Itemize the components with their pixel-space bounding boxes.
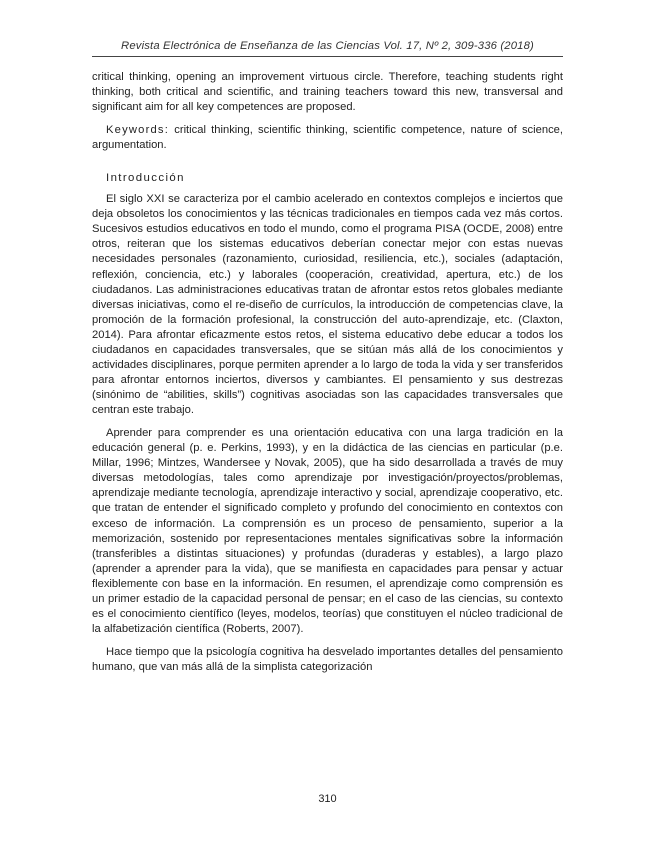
keywords-label: Keywords: xyxy=(106,123,170,136)
abstract-continuation: critical thinking, opening an improvement virtuous circle. Therefore, teaching students right thinking, both critical and scientific, and training teachers toward this new, transversal and significant aim for all key competences are proposed. xyxy=(92,71,563,114)
body-paragraph-1: El siglo XXI se caracteriza por el cambio acelerado en contextos complejos e inciertos que deja obsoletos los conocimientos y las técnicas tradicionales en tiempos cada vez más cortos. Sucesivos estudios educativos en todo el mundo, como el programa PISA (OCDE, 2008) entre otros, reiteran que los sistemas educativos deberían conectar mejor con estas nuevas necesidades personales (razonamiento, curiosidad, resiliencia, etc.), sociales (adaptación, reflexión, conciencia, etc.) y laborales (cooperación, creatividad, apertura, etc.) de los ciudadanos. Las administraciones educativas tratan de afrontar estos retos globales mediante diversas iniciativas, como el re-diseño de currículos, la introducción de competencias clave, la promoción de la formación profesional, la construcción del auto-aprendizaje, etc. (Claxton, 2014). Para afrontar eficazmente estos retos, el sistema educativo debe educar a todos los ciudadanos en capacidades transversales, que se sitúan más allá de los conocimientos y actividades disciplinares, porque permiten aprender a lo largo de toda la vida y ser transferidos para afrontar entornos inciertos, diversos y cambiantes. El pensamiento y sus destrezas (sinónimo de “abilities, skills”) cognitivas asociadas son las capacidades transversales que centran este trabajo. xyxy=(92,193,563,417)
article-body xyxy=(92,70,563,682)
header-divider xyxy=(92,56,563,57)
body-paragraph-2: Aprender para comprender es una orientación educativa con una larga tradición en la educación general (p. e. Perkins, 1993), y en la didáctica de las ciencias en particular (p.e. Millar, 1996; Mintzes, Wandersee y Novak, 2005), que ha sido desarrollada a través de muy diversas metodologías, tales como aprendizaje por investigación/proyectos/problemas, aprendizaje mediante tecnología, aprendizaje interactivo y social, aprendizaje cooperativo, etc. que tratan de entender el significado completo y profundo del conocimiento en contextos con exceso de información. La comprensión es un proceso de pensamiento, superior a la memorización, sostenido por representaciones mentales significativas sobre la información (transferibles a distintas situaciones) y profundas (duraderas y estables), a largo plazo (aprender a aprender para la vida), que se manifiesta en capacidades para pensar y actuar flexiblemente con base en la información. En resumen, el aprendizaje como comprensión es un primer estadio de la capacidad personal de pensar; en el caso de las ciencias, su contexto es el conocimiento científico (leyes, modelos, teorías) que constituyen el núcleo tradicional de la alfabetización científica (Roberts, 2007). xyxy=(92,426,563,636)
body-paragraph-3: Hace tiempo que la psicología cognitiva ha desvelado importantes detalles del pensamiento humano, que van más allá de la simplista categorización xyxy=(92,645,563,673)
keywords-paragraph xyxy=(92,123,563,153)
page-number: 310 xyxy=(318,793,337,805)
keywords-text: critical thinking, scientific thinking, scientific competence, nature of science, argumentation. xyxy=(92,123,563,151)
section-heading: Introducción xyxy=(106,171,185,184)
running-header: Revista Electrónica de Enseñanza de las Ciencias Vol. 17, Nº 2, 309-336 (2018) xyxy=(121,40,534,52)
